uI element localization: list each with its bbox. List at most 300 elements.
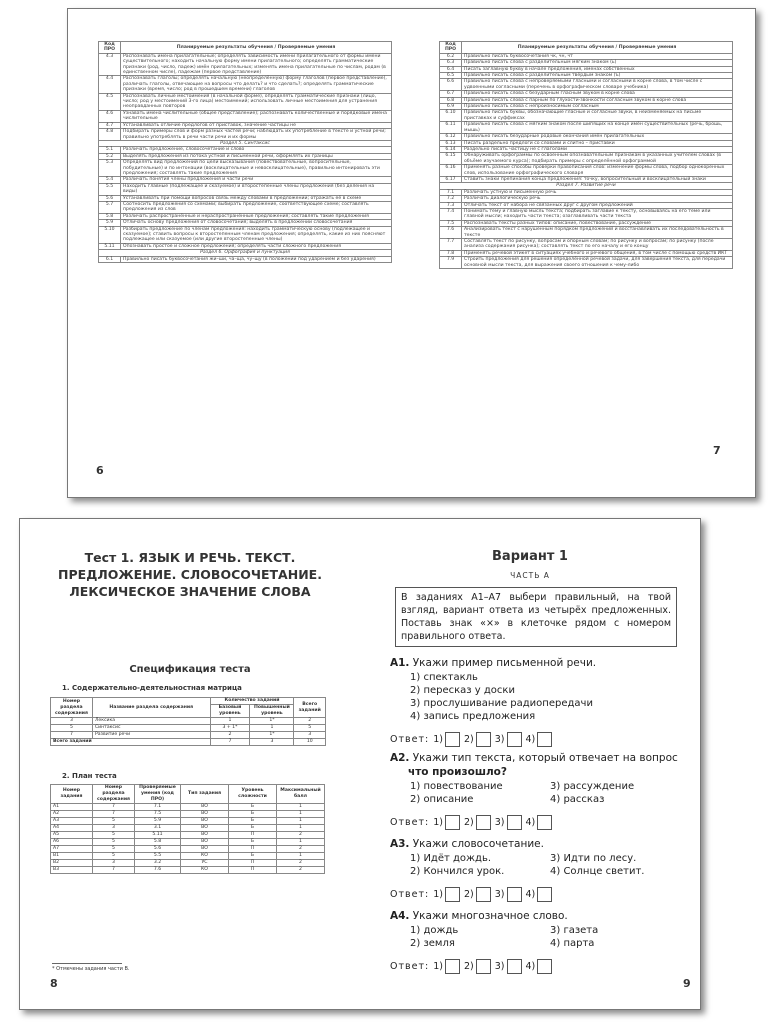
answer-number: 4) [525,817,536,828]
answer-number: 4) [525,734,536,745]
plan-row [51,867,325,874]
result-text: Правильно писать буквосочетания жи–ши, ча–ща, чу–щу (в положении под ударением и без ударения) [121,256,392,262]
test-plan-table [50,784,325,874]
result-code: 4.8 [99,129,121,141]
plan-cell: 3 [93,825,135,832]
result-code: 6.5 [440,73,462,79]
plan-cell: 1 [277,811,325,818]
header-code: Код ПРО [440,42,462,54]
footnote: * Отмечены задания части В. [52,966,130,972]
test-title-line: ПРЕДЛОЖЕНИЕ. СЛОВОСОЧЕТАНИЕ. [58,567,322,582]
result-code: 7.9 [440,257,462,269]
matrix-cell: 7 [51,732,93,739]
result-text: Правильно писать слова с непроверяемыми гласными и согласными в корне слова, в том числе с удвоенными согласными (перечень в орфографическом словаре учебника) [462,79,733,91]
table-row [440,257,733,269]
plan-cell: 2 [277,846,325,853]
result-code: 7.6 [440,227,462,239]
result-code: 7.1 [440,189,462,195]
result-code: 6.4 [440,66,462,72]
result-text: Раздельно писать частицу не с глаголами [462,146,733,152]
result-text: Обнаруживать орфограммы по освоенным опознавательным признакам в указанных учителем словах (в объёме изучаемого курса); подбирать примеры с определённой орфограммой [462,153,733,165]
section-title: Раздел 5. Синтаксис [99,140,392,146]
result-code: 5.1 [99,147,121,153]
plan-row [51,839,325,846]
result-text: Распознавать личные местоимения (в начальной форме), определять грамматические признаки (лицо, число; род у местоимений 3-го лица) местоимений; использовать личные местоимения для устранения неоправданных повторов [121,93,392,110]
answer-row [390,887,556,902]
matrix-total-row [51,739,326,746]
result-text: Распознавать тексты разных типов: описание, повествование, рассуждение [462,220,733,226]
instruction-box: В заданиях А1–А7 выбери правильный, на твой взгляд, вариант ответа из четырёх предложенных. Поставь знак «×» в клеточке рядом с номером правильного ответа. [395,587,677,647]
plan-cell: 7.1 [135,804,181,811]
result-text: Понимать тему и главную мысль текста; подбирать заглавие к тексту, основываясь на его теме или главной мысли; находить части текста; озаглавливать части текста [462,208,733,220]
answer-number: 1) [433,889,443,900]
plan-cell: 1 [277,804,325,811]
result-code: 6.1 [99,256,121,262]
result-code: 6.17 [440,176,462,182]
plan-cell: 7.5 [135,811,181,818]
page-9 [365,519,700,1009]
result-code: 6.12 [440,134,462,140]
result-text: Подбирать примеры слов и форм разных частей речи; наблюдать их употребление в тексте и устной речи; правильно употреблять в речи части речи и их формы [121,129,392,141]
plan-cell: В1 [51,853,93,860]
result-text: Применять речевой этикет в ситуациях учебного и речевого общения, в том числе с помощью средств ИКТ [462,250,733,256]
answer-number: 4) [525,889,536,900]
matrix-header: Всего заданий [294,698,326,718]
answer-label: Ответ: [390,734,430,745]
table-row [99,110,392,122]
matrix-header: Количество заданий [210,698,294,705]
page-number: 7 [713,444,721,457]
answer-label: Ответ: [390,961,430,972]
answer-option: 2) описание [410,794,474,805]
answer-checkbox[interactable] [445,815,460,830]
answer-checkbox[interactable] [445,732,460,747]
plan-cell: 3 [93,860,135,867]
matrix-cell: 1* [250,732,294,739]
plan-cell: 1 [277,825,325,832]
result-code: 6.16 [440,165,462,177]
result-code: 5.7 [99,201,121,213]
answer-checkbox[interactable] [537,732,552,747]
matrix-cell: 3 [294,732,326,739]
test-title-line: ЛЕКСИЧЕСКОЕ ЗНАЧЕНИЕ СЛОВА [69,584,311,599]
result-text: Применять разные способы проверки правописания слов: изменение формы слова, подбор однокоренных слов, использование орфографического словаря [462,165,733,177]
matrix-total-cell: 3 [250,739,294,746]
header-skills: Планируемые результаты обучения / Проверяемые умения [121,42,392,54]
page-number: 9 [683,977,691,990]
table-row [99,256,392,262]
bottom-spread [19,518,701,1010]
answer-option: 3) газета [550,925,599,936]
result-code: 6.9 [440,104,462,110]
plan-cell: 5 [93,853,135,860]
plan-row [51,818,325,825]
answer-option: 4) парта [550,938,595,949]
plan-title: 2. План теста [62,772,117,780]
answer-option: 1) спектакль [410,672,478,683]
result-code: 6.6 [440,79,462,91]
table-row [440,165,733,177]
plan-cell: 5.9 [135,818,181,825]
question-text: Укажи многозначное слово. [412,910,568,922]
answer-checkbox[interactable] [507,732,522,747]
question-number: А1. [390,657,410,669]
variant-title: Вариант 1 [492,549,568,564]
plan-cell: В2 [51,860,93,867]
plan-row [51,853,325,860]
result-text: Различать предложение, словосочетание и слово [121,147,392,153]
page-number: 6 [96,464,104,477]
footnote-rule [52,963,122,964]
plan-cell: ВО [181,804,229,811]
page-6 [68,9,408,497]
answer-checkbox[interactable] [476,815,491,830]
matrix-header: Название раздела содержания [92,698,210,718]
plan-cell: ВО [181,825,229,832]
answer-checkbox[interactable] [476,959,491,974]
result-text: Анализировать текст с нарушенным порядком предложений и восстанавливать их последовательность в тексте [462,227,733,239]
plan-cell: 7.6 [135,867,181,874]
plan-cell: 5 [93,818,135,825]
plan-cell: П [229,846,277,853]
section-title: Раздел 7. Развитие речи [440,183,733,189]
result-text: Соотносить предложения со схемами; выбирать предложение, соответствующее схеме; составлять предложения из слов [121,201,392,213]
test-title-line: Тест 1. ЯЗЫК И РЕЧЬ. ТЕКСТ. [84,550,296,565]
plan-row [51,804,325,811]
question [390,837,680,851]
plan-cell: 3.2 [135,860,181,867]
plan-cell: 3.1 [135,825,181,832]
result-text: Устанавливать при помощи вопросов связь между словами в предложении; отражать её в схеме [121,195,392,201]
result-code: 6.3 [440,60,462,66]
plan-cell: ВО [181,846,229,853]
plan-row [51,811,325,818]
answer-number: 2) [463,734,474,745]
planned-results-table-right [439,41,733,269]
result-code: 5.2 [99,153,121,159]
result-text: Распознавать имена прилагательные; определять зависимость имени прилагательного от формы имени существительного; находить начальную форму имени прилагательного; определять грамматические признаки (род, число, падеж) имён прилагательных; изменять имена прилагательные по числам, родам (в единственном числе), падежам (первое представление) [121,53,392,76]
result-text: Правильно писать безударные родовые окончания имён прилагательных [462,134,733,140]
planned-results-table-left [98,41,392,263]
answer-option: 3) рассуждение [550,781,635,792]
table-row [440,176,733,182]
answer-option: 4) Солнце светит. [550,866,645,877]
result-code: 6.7 [440,91,462,97]
plan-cell: 1 [277,818,325,825]
table-row [99,183,392,195]
page-8 [20,519,360,1009]
answer-checkbox[interactable] [507,815,522,830]
plan-cell: А2 [51,811,93,818]
table-row [99,195,392,201]
plan-cell: 2 [277,867,325,874]
matrix-cell: 2 [294,718,326,725]
result-text: Писать заглавную букву в начале предложения, именах собственных [462,66,733,72]
plan-cell: 2 [277,860,325,867]
result-text: Определять вид предложений по цели высказывания (повествовательные, вопросительные, побудительные) и по интонации (восклицательные и невосклицательные), правильно интонировать эти предложения; составлять такие предложения [121,160,392,177]
question-number: А2. [390,752,410,764]
answer-checkbox[interactable] [537,887,552,902]
plan-cell: 5.8 [135,839,181,846]
plan-cell: КО [181,853,229,860]
matrix-row [51,725,326,732]
plan-cell: ВО [181,811,229,818]
result-text: Различать диалогическую речь [462,196,733,202]
table-row [440,153,733,165]
plan-cell: ВО [181,839,229,846]
answer-option: 2) земля [410,938,455,949]
result-code: 5.4 [99,177,121,183]
table-row [99,93,392,110]
answer-row [390,815,556,830]
question-number: А3. [390,838,410,850]
question-bold-text: что произошло? [408,766,507,778]
answer-label: Ответ: [390,889,430,900]
result-text: Правильно писать слова с безударным гласным звуком в корне слова [462,91,733,97]
question-text: Укажи пример письменной речи. [412,657,597,669]
table-row [99,226,392,243]
top-spread [67,8,756,498]
answer-checkbox[interactable] [507,959,522,974]
answer-option: 1) дождь [410,925,459,936]
result-text: Отличать текст от набора не связанных друг с другом предложений [462,202,733,208]
plan-cell: ВО [181,818,229,825]
plan-cell: А5 [51,832,93,839]
result-text: Различать устную и письменную речь [462,189,733,195]
header-code: Код ПРО [99,42,121,54]
answer-option: 4) рассказ [550,794,605,805]
answer-checkbox[interactable] [445,887,460,902]
plan-cell: П [229,860,277,867]
answer-option: 2) Кончился урок. [410,866,505,877]
plan-cell: 2 [277,832,325,839]
plan-cell: 5 [93,832,135,839]
table-row [99,160,392,177]
plan-header: Тип задания [181,785,229,804]
answer-checkbox[interactable] [537,959,552,974]
answer-number: 3) [494,734,505,745]
result-text: Правильно писать слова с парным по глухости-звонкости согласным звуком в корне слова [462,97,733,103]
matrix-header: Повышенный уровень [250,705,294,718]
answer-number: 3) [494,889,505,900]
plan-cell: А3 [51,818,93,825]
result-text: Писать раздельно предлоги со словами и слитно – приставки [462,140,733,146]
plan-row [51,860,325,867]
question-text: Укажи словосочетание. [412,838,544,850]
plan-header: Проверяемые умения (код ПРО) [135,785,181,804]
plan-cell: 5.11 [135,832,181,839]
answer-number: 4) [525,961,536,972]
plan-cell: 5.6 [135,846,181,853]
result-text: Ставить знаки препинания конца предложения: точку, вопросительный и восклицательный знаки [462,176,733,182]
plan-cell: 7 [93,811,135,818]
plan-cell: 7 [93,804,135,811]
answer-checkbox[interactable] [537,815,552,830]
table-row [440,110,733,122]
result-code: 7.3 [440,202,462,208]
answer-number: 3) [494,817,505,828]
result-text: Отличать основу предложения от словосочетания; выделять в предложении словосочетания [121,220,392,226]
answer-option: 1) повествование [410,781,503,792]
plan-cell: Б [229,818,277,825]
answer-number: 3) [494,961,505,972]
matrix-cell: 1 [210,718,250,725]
matrix-total-cell: 10 [294,739,326,746]
plan-header: Уровень сложности [229,785,277,804]
result-code: 7.4 [440,208,462,220]
result-code: 5.11 [99,243,121,249]
table-row [440,250,733,256]
result-text: Находить главные (подлежащее и сказуемое) и второстепенные члены предложения (без деления на виды) [121,183,392,195]
matrix-header: Базовый уровень [210,705,250,718]
answer-checkbox[interactable] [476,887,491,902]
result-code: 5.8 [99,213,121,219]
plan-cell: А7 [51,846,93,853]
plan-cell: 1 [277,853,325,860]
result-code: 6.15 [440,153,462,165]
result-text: Различать распространённые и нераспространённые предложения; составлять такие предложения [121,213,392,219]
page-number: 8 [50,977,58,990]
plan-cell: 7 [93,867,135,874]
result-code: 7.5 [440,220,462,226]
result-code: 6.13 [440,140,462,146]
result-code: 6.8 [440,97,462,103]
plan-cell: 1 [277,839,325,846]
result-text: Распознавать глаголы; определять начальную (неопределённую) форму глаголов (первое представление), различать глаголы, отвечающие на вопросы что делать? и что сделать?; определять грамматические признаки (время, число; род в прошедшем времени) глаголов [121,76,392,93]
table-row [99,213,392,219]
result-code: 5.6 [99,195,121,201]
result-code: 7.2 [440,196,462,202]
table-row [99,220,392,226]
matrix-cell: 3 [51,718,93,725]
result-code: 5.5 [99,183,121,195]
answer-number: 2) [463,961,474,972]
answer-option: 3) прослушивание радиопередачи [410,698,593,709]
plan-cell: А6 [51,839,93,846]
table-row [440,227,733,239]
result-code: 7.8 [440,250,462,256]
result-text: Устанавливать отличие предлогов от приставок, значение частицы не [121,122,392,128]
plan-header: Максимальный балл [277,785,325,804]
answer-number: 2) [463,889,474,900]
table-row [99,53,392,76]
plan-cell: УС [181,860,229,867]
plan-cell: Б [229,825,277,832]
plan-cell: 5 [93,846,135,853]
result-text: Правильно писать слова с разделительным твёрдым знаком (ъ) [462,73,733,79]
answer-option: 3) Идти по лесу. [550,853,637,864]
result-code: 5.10 [99,226,121,243]
plan-cell: Б [229,804,277,811]
part-title: ЧАСТЬ А [510,571,550,580]
plan-header: Номер задания [51,785,93,804]
result-text: Правильно писать буквы, обозначающие гласные и согласные звуки, в неизменяемых на письме приставках и суффиксах [462,110,733,122]
question-text: Укажи тип текста, который отвечает на вопрос [412,752,678,764]
result-text: Различать понятия члены предложения и части речи [121,177,392,183]
answer-row [390,732,556,747]
plan-cell: Б [229,853,277,860]
result-code: 4.7 [99,122,121,128]
answer-label: Ответ: [390,817,430,828]
test-title [40,549,340,600]
plan-row [51,825,325,832]
plan-cell: А4 [51,825,93,832]
answer-number: 1) [433,961,443,972]
matrix-header: Номер раздела содержания [51,698,93,718]
matrix-row [51,732,326,739]
answer-row [390,959,556,974]
plan-cell: 5.5 [135,853,181,860]
result-code: 4.6 [99,110,121,122]
matrix-cell: 5 [51,725,93,732]
plan-cell: В3 [51,867,93,874]
table-row [440,79,733,91]
question [390,656,680,670]
section-title: Раздел 6. Орфография и пунктуация [99,250,392,256]
question-number: А4. [390,910,410,922]
plan-cell: П [229,832,277,839]
plan-row [51,846,325,853]
answer-checkbox[interactable] [476,732,491,747]
plan-cell: Б [229,811,277,818]
matrix-title: 1. Содержательно-деятельностная матрица [62,684,242,692]
table-row [99,129,392,141]
plan-cell: ВО [181,832,229,839]
result-text: Правильно писать слова с разделительным мягким знаком (ь) [462,60,733,66]
answer-option: 1) Идёт дождь. [410,853,492,864]
matrix-cell: 2 [210,732,250,739]
result-text: Строить предложения для решения определённой речевой задачи, для завершения текста, для передачи основной мысли текста, для выражения своего отношения к чему-либо [462,257,733,269]
plan-cell: А1 [51,804,93,811]
matrix-cell: Синтаксис [92,725,210,732]
result-text: Узнавать имена числительные (общее представление); распознавать количественные и порядковые имена числительные [121,110,392,122]
table-row [99,76,392,93]
answer-number: 1) [433,734,443,745]
plan-cell: Б [229,839,277,846]
matrix-cell: 5 [294,725,326,732]
answer-option: 2) пересказ у доски [410,685,515,696]
result-code: 4.5 [99,93,121,110]
table-row [440,239,733,251]
result-text: Выделять предложения из потока устной и письменной речи, оформлять их границы [121,153,392,159]
result-text: Опознавать простое и сложное предложения; определять части сложного предложения [121,243,392,249]
plan-cell: КО [181,867,229,874]
matrix-row [51,718,326,725]
plan-cell: 5 [93,839,135,846]
result-code: 5.9 [99,220,121,226]
result-code: 7.7 [440,239,462,251]
table-row [440,208,733,220]
result-text: Правильно писать буквосочетания чк, чн, чт [462,53,733,59]
table-row [99,201,392,213]
result-text: Правильно писать слова с непроизносимым согласным [462,104,733,110]
matrix-total-label: Всего заданий [51,739,211,746]
page-7 [413,9,755,497]
table-row [440,122,733,134]
answer-checkbox[interactable] [445,959,460,974]
matrix-cell: 1* [250,718,294,725]
answer-checkbox[interactable] [507,887,522,902]
result-code: 6.14 [440,146,462,152]
question [390,751,680,779]
result-text: Разбирать предложение по членам предложения: находить грамматическую основу (подлежащее и сказуемое); ставить вопросы к второстепенным членам предложения; определять, какие из них поясняют подлежащее или сказуемое (или другие второстепенные члены) [121,226,392,243]
plan-row [51,832,325,839]
matrix-total-cell: 7 [210,739,250,746]
result-text: Составлять текст по рисунку, вопросам и опорным словам; по рисунку и вопросам; по рисунку (после анализа содержания рисунка); составлять текст по его началу и его концу [462,239,733,251]
result-code: 5.3 [99,160,121,177]
result-code: 6.2 [440,53,462,59]
result-code: 4.4 [99,76,121,93]
